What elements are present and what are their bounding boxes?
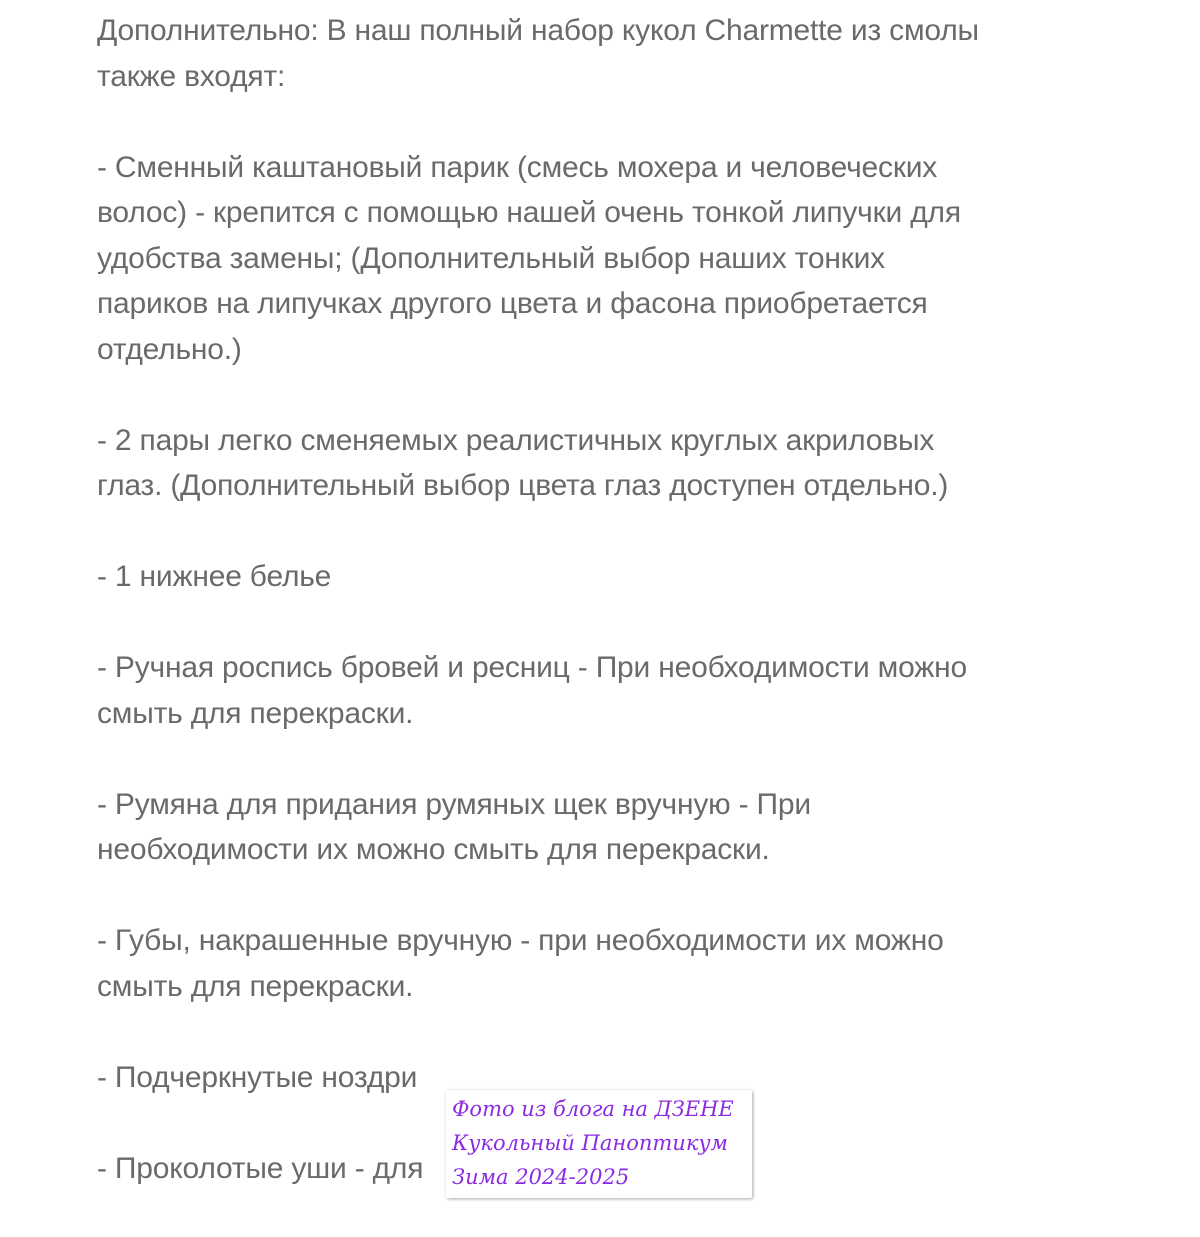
text-line: - Подчеркнутые ноздри: [97, 1060, 418, 1094]
list-item-lips: [97, 918, 1137, 1009]
list-item-underwear: [97, 554, 1137, 600]
text-line: отдельно.): [97, 332, 242, 366]
text-line: - Ручная роспись бровей и ресниц - При необходимости можно: [97, 651, 967, 684]
text-line: - Проколотые уши - для: [97, 1151, 424, 1185]
text-line: Дополнительно: В наш полный набор кукол Charmette из смолы: [97, 14, 979, 47]
text-line: смыть для перекраски.: [97, 696, 414, 730]
list-item-blush: [97, 782, 1137, 873]
text-line: глаз. (Дополнительный выбор цвета глаз доступен отдельно.): [97, 469, 949, 502]
text-line: - 1 нижнее белье: [97, 560, 332, 593]
text-line: удобства замены; (Дополнительный выбор наших тонких: [97, 241, 885, 275]
document-body: [97, 8, 1137, 1237]
paragraph-intro: [97, 8, 1137, 99]
text-line: смыть для перекраски.: [97, 969, 414, 1003]
text-line: также входят:: [97, 59, 286, 93]
text-line: волос) - крепится с помощью нашей очень тонкой липучки для: [97, 196, 961, 229]
list-item-eyes: [97, 418, 1137, 509]
text-line: париков на липучках другого цвета и фасона приобретается: [97, 287, 928, 320]
watermark-line: Фото из блога на ДЗЕНЕ: [452, 1097, 734, 1121]
watermark-caption: [446, 1090, 752, 1198]
list-item-brows: [97, 645, 1137, 736]
list-item-wig: [97, 145, 1137, 373]
watermark-line: Кукольный Паноптикум: [452, 1131, 728, 1155]
text-line: необходимости их можно смыть для перекраски.: [97, 833, 770, 866]
text-line: - Сменный каштановый парик (смесь мохера и человеческих: [97, 150, 938, 184]
watermark-line: Зима 2024-2025: [452, 1165, 630, 1189]
text-line: - Румяна для придания румяных щек вручную - При: [97, 787, 811, 821]
text-line: - 2 пары легко сменяемых реалистичных круглых акриловых: [97, 423, 935, 457]
text-line: - Губы, накрашенные вручную - при необходимости их можно: [97, 924, 944, 957]
